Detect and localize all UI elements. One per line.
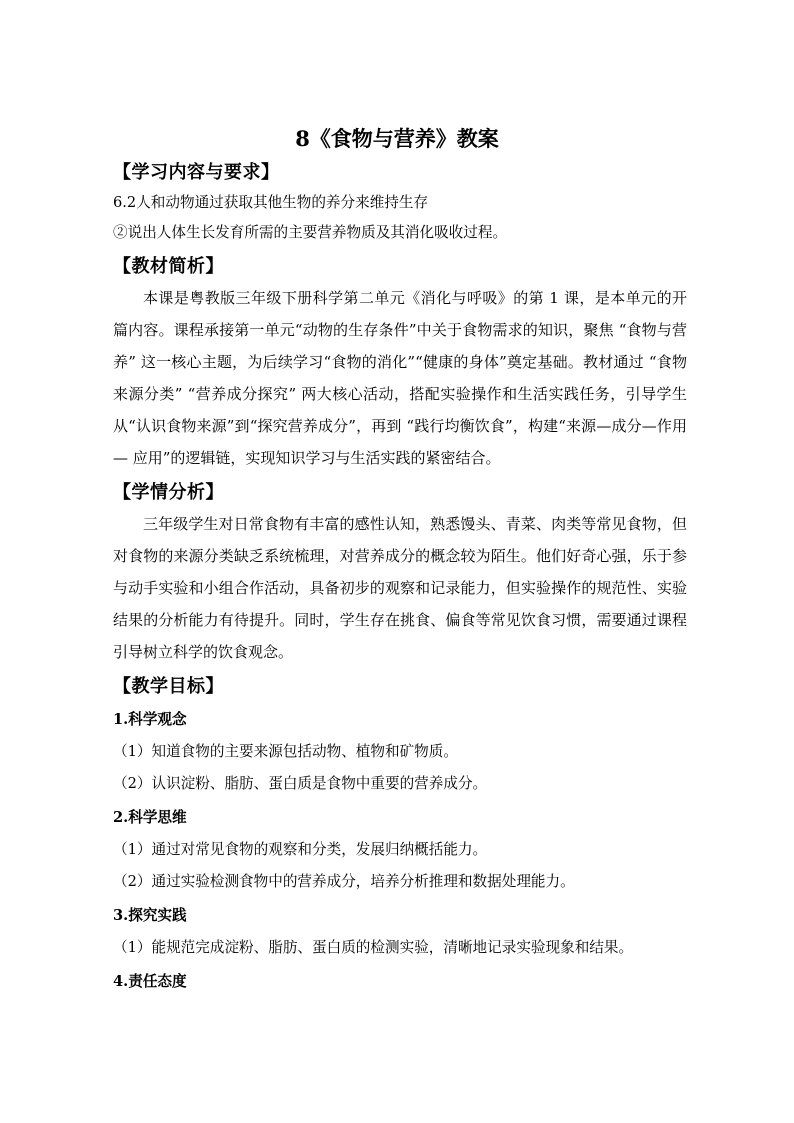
document-title: 8《食物与营养》教案	[295, 126, 499, 151]
section-heading-learning: 【学习内容与要求】	[113, 162, 280, 183]
goal-item: （1）能规范完成淀粉、脂肪、蛋白质的检测实验，清晰地记录实验现象和结果。	[113, 939, 634, 956]
goal-item: （1）通过对常见食物的观察和分类，发展归纳概括能力。	[113, 841, 488, 858]
goal-subheading-attitude: 4.责任态度	[113, 973, 187, 990]
section-heading-goals: 【教学目标】	[113, 676, 224, 697]
section-heading-students: 【学情分析】	[113, 482, 224, 503]
students-paragraph: 三年级学生对日常食物有丰富的感性认知，熟悉馒头、青菜、肉类等常见食物，但对食物的来源分类缺乏系统梳理，对营养成分的概念较为陌生。他们好奇心强，乐于参与动手实验和小组合作活动，具备初步的观察和记录能力，但实验操作的规范性、实验结果的分析能力有待提升。同时，学生存在挑食、偏食等常见饮食习惯，需要通过课程引导树立科学的饮食观念。	[113, 515, 687, 661]
learning-line-1: 6.2人和动物通过获取其他生物的养分来维持生存	[113, 194, 429, 211]
goal-item: （2）认识淀粉、脂肪、蛋白质是食物中重要的营养成分。	[113, 775, 488, 792]
material-paragraph: 本课是粤教版三年级下册科学第二单元《消化与呼吸》的第 1 课，是本单元的开篇内容。课程承接第一单元“动物的生存条件”中关于食物需求的知识，聚焦 “食物与营养” 这一核心主题，为后续学习“食物的消化”“健康的身体”奠定基础。教材通过 “食物来源分类” “营养成分探究” 两大核心活动，搭配实验操作和生活实践任务，引导学生从“认识食物来源”到“探究营养成分”，再到 “践行均衡饮食”，构建“来源—成分—作用— 应用”的逻辑链，实现知识学习与生活实践的紧密结合。	[113, 289, 687, 467]
document-body	[113, 158, 687, 998]
goal-item: （2）通过实验检测食物中的营养成分，培养分析推理和数据处理能力。	[113, 873, 575, 890]
goal-item: （1）知道食物的主要来源包括动物、植物和矿物质。	[113, 743, 458, 760]
section-heading-material: 【教材简析】	[113, 256, 224, 277]
goal-subheading-thinking: 2.科学思维	[113, 809, 187, 826]
goal-subheading-concept: 1.科学观念	[113, 711, 187, 728]
goal-subheading-practice: 3.探究实践	[113, 907, 187, 924]
learning-line-2: ②说出人体生长发育所需的主要营养物质及其消化吸收过程。	[113, 224, 508, 241]
